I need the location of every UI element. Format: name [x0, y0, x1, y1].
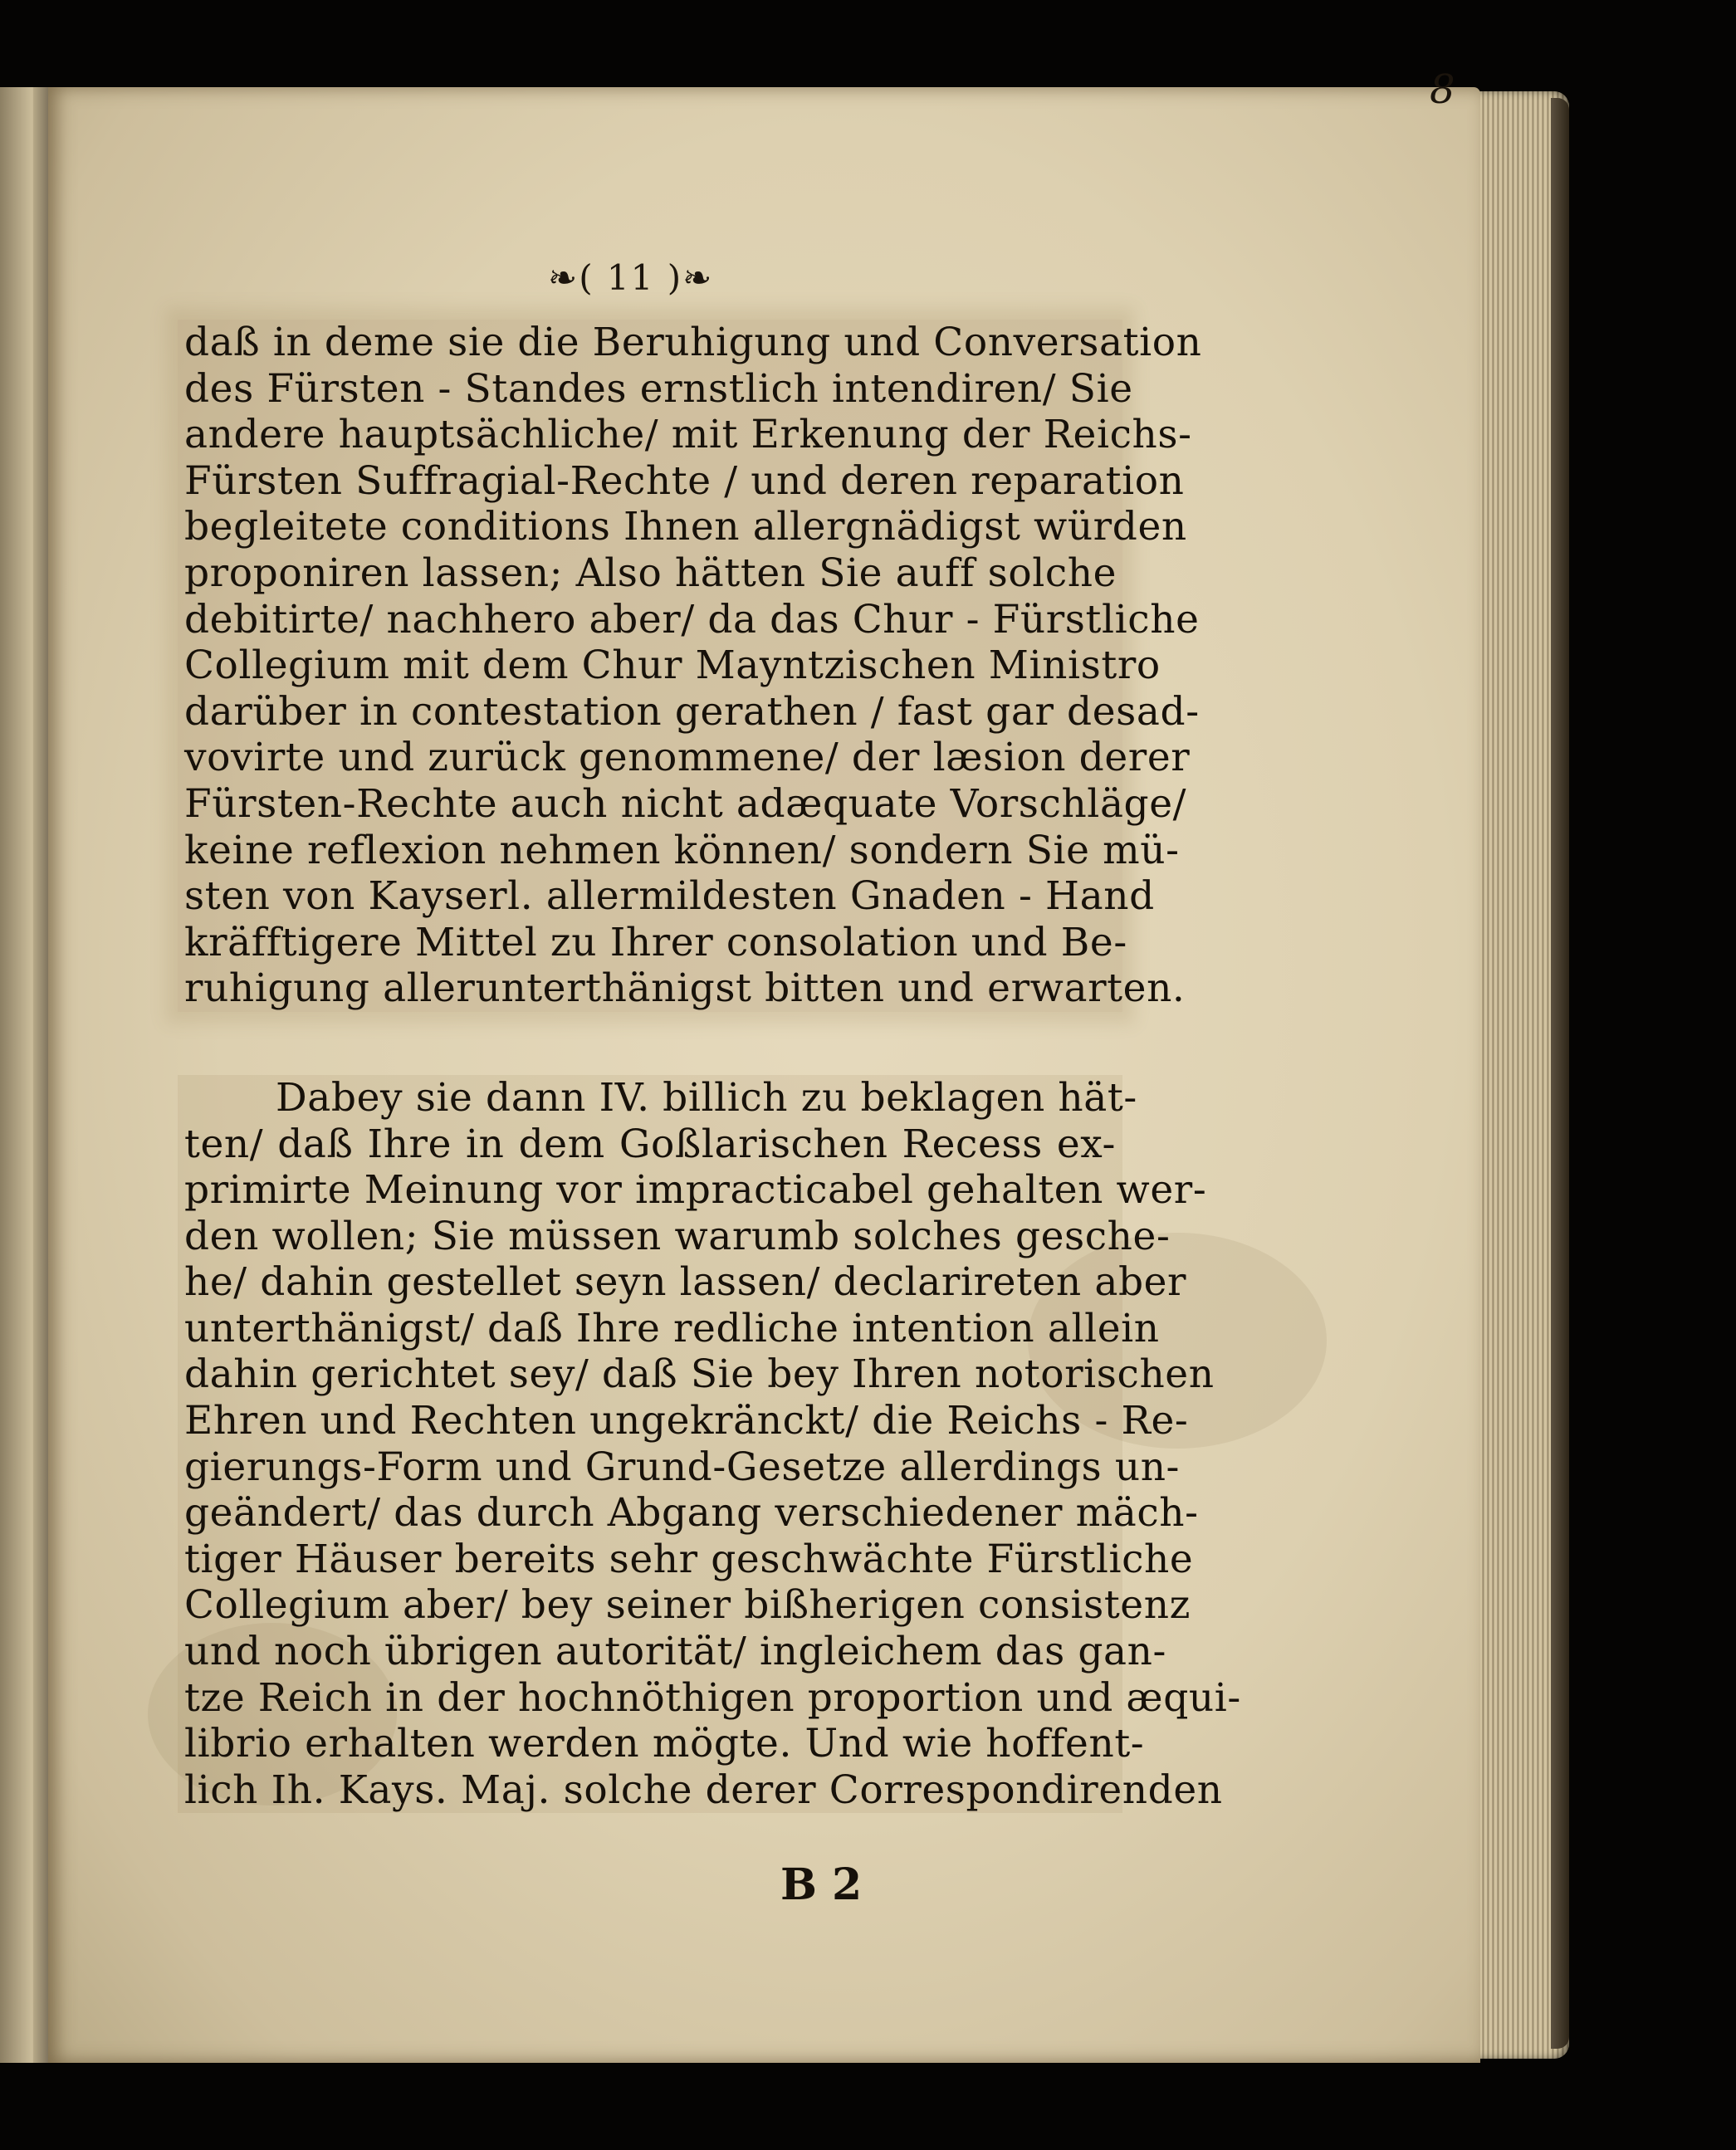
text-line: Collegium aber/ bey seiner bißherigen consistenz — [184, 1582, 1191, 1629]
text-line: Dabey sie dann IV. billich zu beklagen hät- — [276, 1074, 1137, 1121]
text-line: Collegium mit dem Chur Mayntzischen Ministro — [184, 643, 1161, 689]
text-line: librio erhalten werden mögte. Und wie hoffent- — [184, 1721, 1145, 1767]
text-line: andere hauptsächliche/ mit Erkenung der Reichs- — [184, 412, 1192, 458]
text-line: tiger Häuser bereits sehr geschwächte Fürstliche — [184, 1536, 1194, 1582]
text-line: gierungs-Form und Grund-Gesetze allerdings un- — [184, 1444, 1181, 1490]
text-line: primirte Meinung vor impracticabel gehalten wer- — [184, 1167, 1207, 1214]
text-line: kräfftigere Mittel zu Ihrer consolation und Be- — [184, 919, 1127, 965]
text-line: dahin gerichtet sey/ daß Sie bey Ihren notorischen — [184, 1351, 1215, 1398]
text-line: geändert/ das durch Abgang verschiedener mäch- — [184, 1490, 1199, 1537]
text-line: keine reflexion nehmen können/ sondern Sie mü- — [184, 827, 1180, 873]
text-line: des Fürsten - Standes ernstlich intendiren/ Sie — [184, 365, 1133, 412]
book-cover-edge — [1551, 98, 1569, 2049]
text-line: he/ dahin gestellet seyn lassen/ declarireten aber — [184, 1259, 1187, 1306]
text-line: Fürsten-Rechte auch nicht adæquate Vorschläge/ — [184, 780, 1187, 827]
signature-mark: B 2 — [780, 1859, 863, 1910]
text-line: den wollen; Sie müssen warumb solches gesche- — [184, 1213, 1171, 1259]
text-line: vovirte und zurück genommene/ der læsion derer — [184, 735, 1191, 781]
text-line: lich Ih. Kays. Maj. solche derer Correspondirenden — [184, 1766, 1223, 1813]
text-line: ten/ daß Ihre in dem Goßlarischen Recess ex- — [184, 1121, 1116, 1167]
text-line: darüber in contestation gerathen / fast gar desad- — [184, 688, 1200, 735]
paragraph-1 — [178, 320, 1202, 1012]
text-line: ruhigung allerunterthänigst bitten und erwarten. — [184, 965, 1186, 1012]
text-line: proponiren lassen; Also hätten Sie auff solche — [184, 550, 1117, 596]
text-line: Fürsten Suffragial-Rechte / und deren reparation — [184, 457, 1185, 504]
text-line: Ehren und Rechten ungekränckt/ die Reichs - Re- — [184, 1398, 1189, 1444]
text-line: und noch übrigen autorität/ ingleichem das gan- — [184, 1629, 1166, 1675]
text-line: sten von Kayserl. allermildesten Gnaden - Hand — [184, 873, 1155, 920]
page-number-header: ❧( 11 )❧ — [548, 257, 714, 298]
text-line: unterthänigst/ daß Ihre redliche intention allein — [184, 1305, 1160, 1351]
text-line: debitirte/ nachhero aber/ da das Chur - Fürstliche — [184, 596, 1200, 643]
text-line: tze Reich in der hochnöthigen proportion und æqui- — [184, 1674, 1241, 1721]
body-text — [184, 320, 1241, 1813]
text-line: daß in deme sie die Beruhigung und Conversation — [184, 320, 1202, 365]
text-line: begleitete conditions Ihnen allergnädigst würden — [184, 504, 1187, 550]
leaf-number: 8 — [1430, 66, 1455, 113]
paragraph-2 — [178, 1074, 1241, 1814]
